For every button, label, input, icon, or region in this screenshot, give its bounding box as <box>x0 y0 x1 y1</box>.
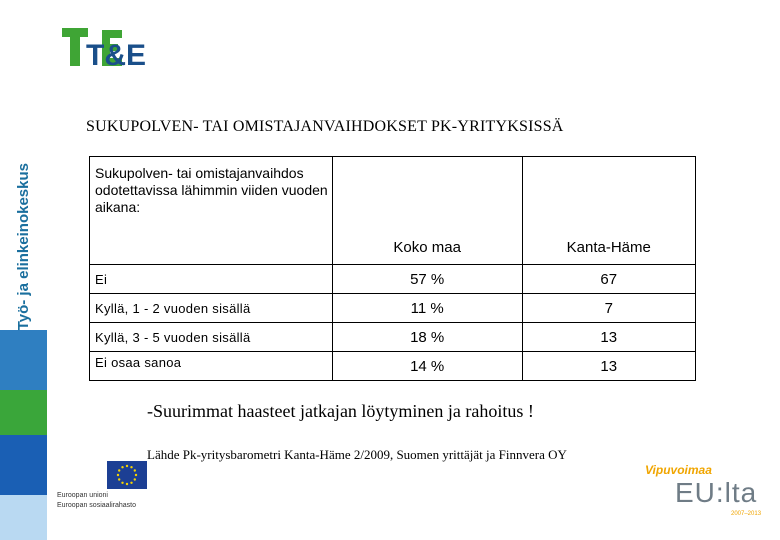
sidebar <box>0 0 47 540</box>
cell-kanta-hame: 67 <box>522 265 695 294</box>
cell-koko-maa: 57 % <box>332 265 522 294</box>
key-note: -Suurimmat haasteet jatkajan löytyminen ja rahoitus ! <box>147 401 534 421</box>
cell-kanta-hame: 13 <box>522 352 695 381</box>
vipuvoimaa-title: Vipuvoimaa <box>645 463 712 477</box>
table-row <box>90 265 696 294</box>
sidebar-strip-lightblue <box>0 495 47 540</box>
sidebar-strip-darkblue <box>0 435 47 495</box>
vipuvoimaa-years: 2007–2013 <box>731 511 762 517</box>
sidebar-strip-blue <box>0 330 47 390</box>
results-table <box>89 156 696 381</box>
logo-ampersand: T&E <box>86 39 146 72</box>
row-label: Ei osaa sanoa <box>90 352 333 381</box>
sidebar-strip-green <box>0 390 47 435</box>
vipuvoimaa-logo <box>645 463 765 523</box>
source-citation: Lähde Pk-yritysbarometri Kanta-Häme 2/2009, Suomen yrittäjät ja Finnvera OY <box>147 447 567 462</box>
cell-koko-maa: 11 % <box>332 294 522 323</box>
row-label: Ei <box>90 265 333 294</box>
eu-logo <box>57 461 157 521</box>
cell-koko-maa: 18 % <box>332 323 522 352</box>
eu-union-label: Euroopan unioni <box>57 492 108 499</box>
header-koko-maa: Koko maa <box>332 157 522 265</box>
table-row <box>90 323 696 352</box>
organization-label: Työ- ja elinkeinokeskus <box>15 162 32 330</box>
row-label: Kyllä, 3 - 5 vuoden sisällä <box>90 323 333 352</box>
cell-kanta-hame: 13 <box>522 323 695 352</box>
header-kanta-hame: Kanta-Häme <box>522 157 695 265</box>
eu-flag-icon <box>107 461 147 489</box>
table-row <box>90 294 696 323</box>
cell-koko-maa: 14 % <box>332 352 522 381</box>
page-title: SUKUPOLVEN- TAI OMISTAJANVAIHDOKSET PK-YRITYKSISSÄ <box>86 118 564 135</box>
eu-fund-label: Euroopan sosiaalirahasto <box>57 502 136 509</box>
cell-kanta-hame: 7 <box>522 294 695 323</box>
table-row <box>90 352 696 381</box>
te-logo <box>62 28 146 72</box>
row-label: Kyllä, 1 - 2 vuoden sisällä <box>90 294 333 323</box>
sidebar-label-wrap <box>0 0 47 330</box>
header-question: Sukupolven- tai omistajanvaihdos odotettavissa lähimmin viiden vuoden aikana: <box>90 157 333 265</box>
vipuvoimaa-eu: EU:lta <box>675 477 758 508</box>
